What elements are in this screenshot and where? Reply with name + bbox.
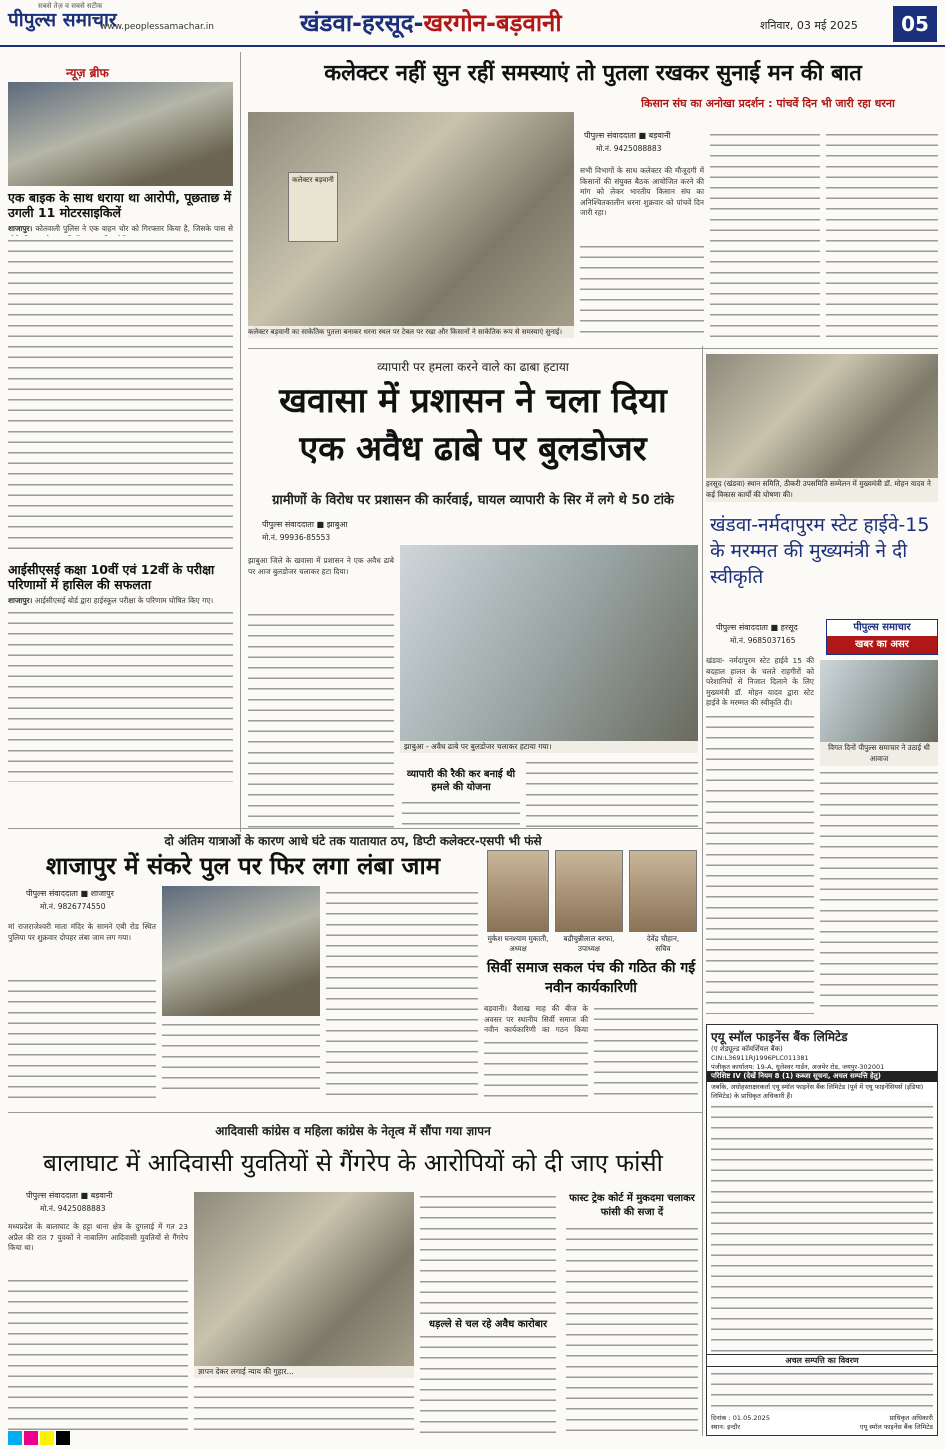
impact-badge: [826, 619, 938, 655]
khawasa-headline-2: एक अवैध ढाबे पर बुलडोजर: [299, 429, 647, 469]
page-number: 05: [893, 6, 937, 42]
section-title: खंडवा-हरसूद-खरगोन-बड़वानी: [300, 9, 562, 37]
notice-title: एयू स्मॉल फाइनेंस बैंक लिमिटेड: [711, 1030, 848, 1044]
lead-kicker: किसान संघ का अनोखा प्रदर्शन : पांचवें दिन भी जारी रहा धरना: [641, 97, 895, 110]
notice-address: पंजीकृत कार्यालय: 19-A, धुलेश्वर गार्डन, अजमेर रोड, जयपुर-302001: [711, 1063, 885, 1071]
notice-date: दिनांक : 01.05.2025: [711, 1414, 770, 1422]
balaghat-subhead-2: फास्ट ट्रेक कोर्ट में मुकदमा चलाकर फांसी की सजा दें: [569, 1193, 695, 1218]
notice-footer: [707, 1413, 937, 1422]
balaghat-byline: पीपुल्स संवाददाता ■ बड़वानी: [26, 1191, 113, 1200]
sirvi-intro: बड़वानी। वैशाख माह की बीज के अवसर पर स्थानीय सिर्वी समाज की नवीन कार्यकारिणी का गठन किया: [484, 1004, 588, 1035]
lead-intro: सभी विभागों के साथ कलेक्टर की मौजूदगी में किसानों की संयुक्त बैठक आयोजित करने की मांग को लेकर भारतीय किसान संघ का अनिश्चितकालीन धरना शुक्रवार को पांचवें दिन जारी रहा।: [580, 166, 704, 218]
portrait-secretary: [629, 850, 697, 932]
notice-schedule-title: अचल सम्पत्ति का विवरण: [707, 1354, 937, 1367]
clip-caption: विगत दिनों पीपुल्स समाचार ने उठाई थी आवाज: [820, 742, 938, 766]
site-url[interactable]: www.peoplessamachar.in: [100, 22, 214, 32]
lead-body-col1: [580, 242, 704, 338]
jam-headline: शाजापुर में संकरे पुल पर फिर लगा लंबा जाम: [45, 852, 441, 880]
balaghat-body-col4: [420, 1332, 556, 1436]
khawasa-byline: पीपुल्स संवाददाता ■ झाबुआ: [262, 520, 348, 529]
balaghat-kicker: आदिवासी कांग्रेस व महिला कांग्रेस के नेतृत्व में सौंपा गया ज्ञापन: [215, 1124, 491, 1138]
traffic-jam-photo: [162, 886, 320, 1016]
notice-signatory: प्राधिकृत अधिकारी: [889, 1414, 933, 1422]
caption-secretary: देवेंद्र चौहान, सचिव: [646, 934, 680, 953]
notice-appendix: परिशिष्ट IV (देखें नियम 8 (1) कब्जा सूचना, अचल सम्पत्ति हेतु): [707, 1071, 937, 1082]
jam-mobile: मो.नं. 9826774550: [40, 902, 106, 911]
header-rule: [0, 45, 945, 47]
khawasa-subhead: ग्रामीणों के विरोध पर प्रशासन की कार्रवाई, घायल व्यापारी के सिर में लगे थे 50 टांके: [272, 493, 674, 508]
cm-photo-caption: हरसूद (खंडवा) स्थान समिति, ठीकरी उपसमिति सम्मेलन में मुख्यमंत्री डॉ. मोहन यादव ने कई विकास कार्यों की घोषणा की।: [706, 478, 938, 502]
brief-bike-body: [8, 236, 233, 558]
lead-byline: पीपुल्स संवाददाता ■ बड़वानी: [584, 131, 671, 140]
balaghat-subhead-1: धड़ल्ले से चल रहे अवैध कारोबार: [428, 1319, 548, 1330]
memorandum-photo: [194, 1192, 414, 1366]
cm-headline: खंडवा-नर्मदापुरम स्टेट हाईवे-15 के मरम्मत की मुख्यमंत्री ने दी स्वीकृति: [710, 514, 930, 588]
khawasa-kicker: व्यापारी पर हमला करने वाले का ढाबा हटाया: [377, 360, 569, 374]
notice-schedule-body: [711, 1369, 933, 1411]
effigy-placard: कलेक्टर बड़वानी: [288, 172, 338, 242]
khawasa-pullquote: व्यापारी की रैकी कर बनाई थी हमले की योजना: [406, 769, 516, 793]
balaghat-mobile: मो.नं. 9425088883: [40, 1204, 106, 1213]
jam-byline: पीपुल्स संवाददाता ■ शाजापुर: [26, 889, 114, 898]
khawasa-body-col1: [248, 610, 394, 830]
farmer-protest-photo: [248, 112, 574, 326]
notice-place: स्थान: इन्दौर: [711, 1423, 741, 1431]
lead-mobile: मो.नं. 9425088883: [596, 144, 662, 153]
brief-bike-headline: एक बाइक के साथ धराया था आरोपी, पूछताछ में उगली 11 मोटरसाइकिलें: [8, 190, 232, 220]
issue-date: शनिवार, 03 मई 2025: [760, 19, 858, 32]
news-brief-label: न्यूज़ ब्रीफ: [66, 66, 109, 80]
notice-subtitle: (ए शेड्यूल्ड कॉमर्शियल बैंक): [711, 1045, 783, 1053]
sirvi-body-col2: [594, 1004, 698, 1098]
notice-bank-footer: एयू स्मॉल फाइनेंस बैंक लिमिटेड: [859, 1423, 933, 1431]
caption-president: मुकेश घनश्याम मुकाती, अध्यक्ष: [487, 934, 549, 953]
sirvi-body-col1: [484, 1038, 588, 1098]
notice-body: [711, 1102, 933, 1352]
lead-body-col3: [826, 130, 938, 338]
balaghat-body-col2: [194, 1382, 414, 1436]
notice-footer-2: [707, 1422, 937, 1431]
column-rule-right: [702, 346, 703, 1436]
khawasa-mobile: मो.नं. 99936-85553: [262, 533, 331, 542]
balaghat-headline: बालाघाट में आदिवासी युवतियों से गैंगरेप के आरोपियों को दी जाए फांसी: [43, 1149, 663, 1177]
column-rule-left: [240, 52, 241, 832]
caption-vice-president: बद्रीचुन्नीलाल बरफा, उपाध्यक्ष: [563, 934, 615, 953]
bikes-photo: [8, 82, 233, 186]
balaghat-body-col5: [566, 1224, 698, 1436]
khawasa-intro: झाबुआ जिले के खवासा में प्रशासन ने एक अवैध ढाबे पर आज बुलडोजर चलाकर हटा दिया।: [248, 556, 394, 576]
bank-notice: [706, 1024, 938, 1436]
cm-mobile: मो.नं. 9685037165: [730, 636, 796, 645]
cm-body-col2: [820, 768, 938, 1014]
row-rule-2: [8, 828, 702, 829]
jam-body-col2: [162, 1020, 320, 1098]
masthead-logo[interactable]: सबसे तेज़ व सबसे सटीक पीपुल्स समाचार: [8, 2, 117, 31]
khawasa-body-col2: [402, 798, 520, 830]
masthead-tagline: सबसे तेज़ व सबसे सटीक: [38, 2, 103, 10]
bulldozer-photo: [400, 545, 698, 741]
cm-event-photo: [706, 354, 938, 478]
lead-photo-caption: कलेक्टर बड़वानी का साकेतिक पुतला बनाकर धरना स्थल पर टेबल पर रखा और किसानों ने साकेतिक रूप से समस्याएं सुनाई।: [248, 326, 574, 338]
portrait-president: [487, 850, 549, 932]
khawasa-body-col3: [526, 758, 698, 830]
balaghat-photo-caption: ज्ञापन देकर लगाई न्याय की गुहार...: [194, 1366, 414, 1378]
jam-intro: मां राजराजेश्वरी माता मंदिर के सामने एबी रोड स्थित पुलिया पर शुक्रवार दोपहर लंबा जाम लग गया।: [8, 922, 156, 942]
cm-body-col1: [706, 712, 814, 1014]
notice-cin: CIN:L36911RJ1996PLC011381: [711, 1054, 809, 1062]
notice-first-line: जबकि, अधोहस्ताक्षरकर्ता एयू स्मॉल फाइनेंस बैंक लिमिटेड (पूर्व में एयू फाइनेंसियर्स (इंडिया) लिमिटेड) के प्राधिकृत अधिकारी हैं।: [711, 1083, 924, 1100]
impact-badge-logo: पीपुल्स समाचार: [853, 622, 911, 633]
impact-badge-label: खबर का असर: [827, 636, 937, 654]
cm-intro: खंडवा- नर्मदापुरम स्टेट हाईवे 15 की बदहाल हालत के चलते राहगीरों को परेशानियों से निजात दिलाने के लिए मुख्यमंत्री डॉ. मोहन यादव द्वारा स्टेट हाईवे के मरम्मत की स्वीकृति दी।: [706, 656, 814, 708]
lead-body-col2: [710, 130, 820, 338]
brief-icse-body: [8, 608, 233, 782]
row-rule-1: [248, 348, 938, 349]
jam-body-col1: [8, 976, 156, 1098]
row-rule-3: [8, 1112, 702, 1113]
sirvi-headline: सिर्वी समाज सकल पंच की गठित की गई नवीन कार्यकारिणी: [486, 960, 696, 996]
brief-bike-lead: शाजापुर। कोतवाली पुलिस ने एक वाहन चोर को गिरफ्तार किया है, जिसके पास से: [8, 224, 233, 233]
balaghat-body-col3: [420, 1192, 556, 1316]
lead-headline: कलेक्टर नहीं सुन रहीं समस्याएं तो पुतला रखकर सुनाई मन की बात: [324, 61, 862, 86]
registration-marks: [8, 1430, 72, 1449]
balaghat-body-col1: [8, 1276, 188, 1436]
jam-body-col3: [326, 888, 478, 1098]
brief-icse-headline: आईसीएसई कक्षा 10वीं एवं 12वीं के परीक्षा परिणामों में हासिल की सफलता: [8, 562, 215, 592]
brief-icse-lead: शाजापुर। आईसीएसई बोर्ड द्वारा हाईस्कूल परीक्षा के परिणाम घोषित किए गए।: [8, 596, 214, 605]
khawasa-headline-1: खवासा में प्रशासन ने चला दिया: [279, 381, 667, 421]
newspaper-clip-photo: [820, 660, 938, 742]
cm-byline: पीपुल्स संवाददाता ■ हरसूद: [716, 623, 798, 632]
khawasa-photo-caption: झाबुआ - अवैध ढाबे पर बुलडोजर चलाकर हटाया गया।: [400, 741, 698, 753]
portrait-vice-president: [555, 850, 623, 932]
jam-kicker: दो अंतिम यात्राओं के कारण आधे घंटे तक यातायात ठप, डिप्टी कलेक्टर-एसपी भी फंसे: [164, 834, 542, 848]
balaghat-intro: मध्यप्रदेश के बालाघाट के हट्टा थाना क्षेत्र के दुगलाई में गत 23 अप्रैल की रात 7 युवकों ने नाबालिग आदिवासी युवतियों से गैंगरेप किया था।: [8, 1222, 188, 1253]
